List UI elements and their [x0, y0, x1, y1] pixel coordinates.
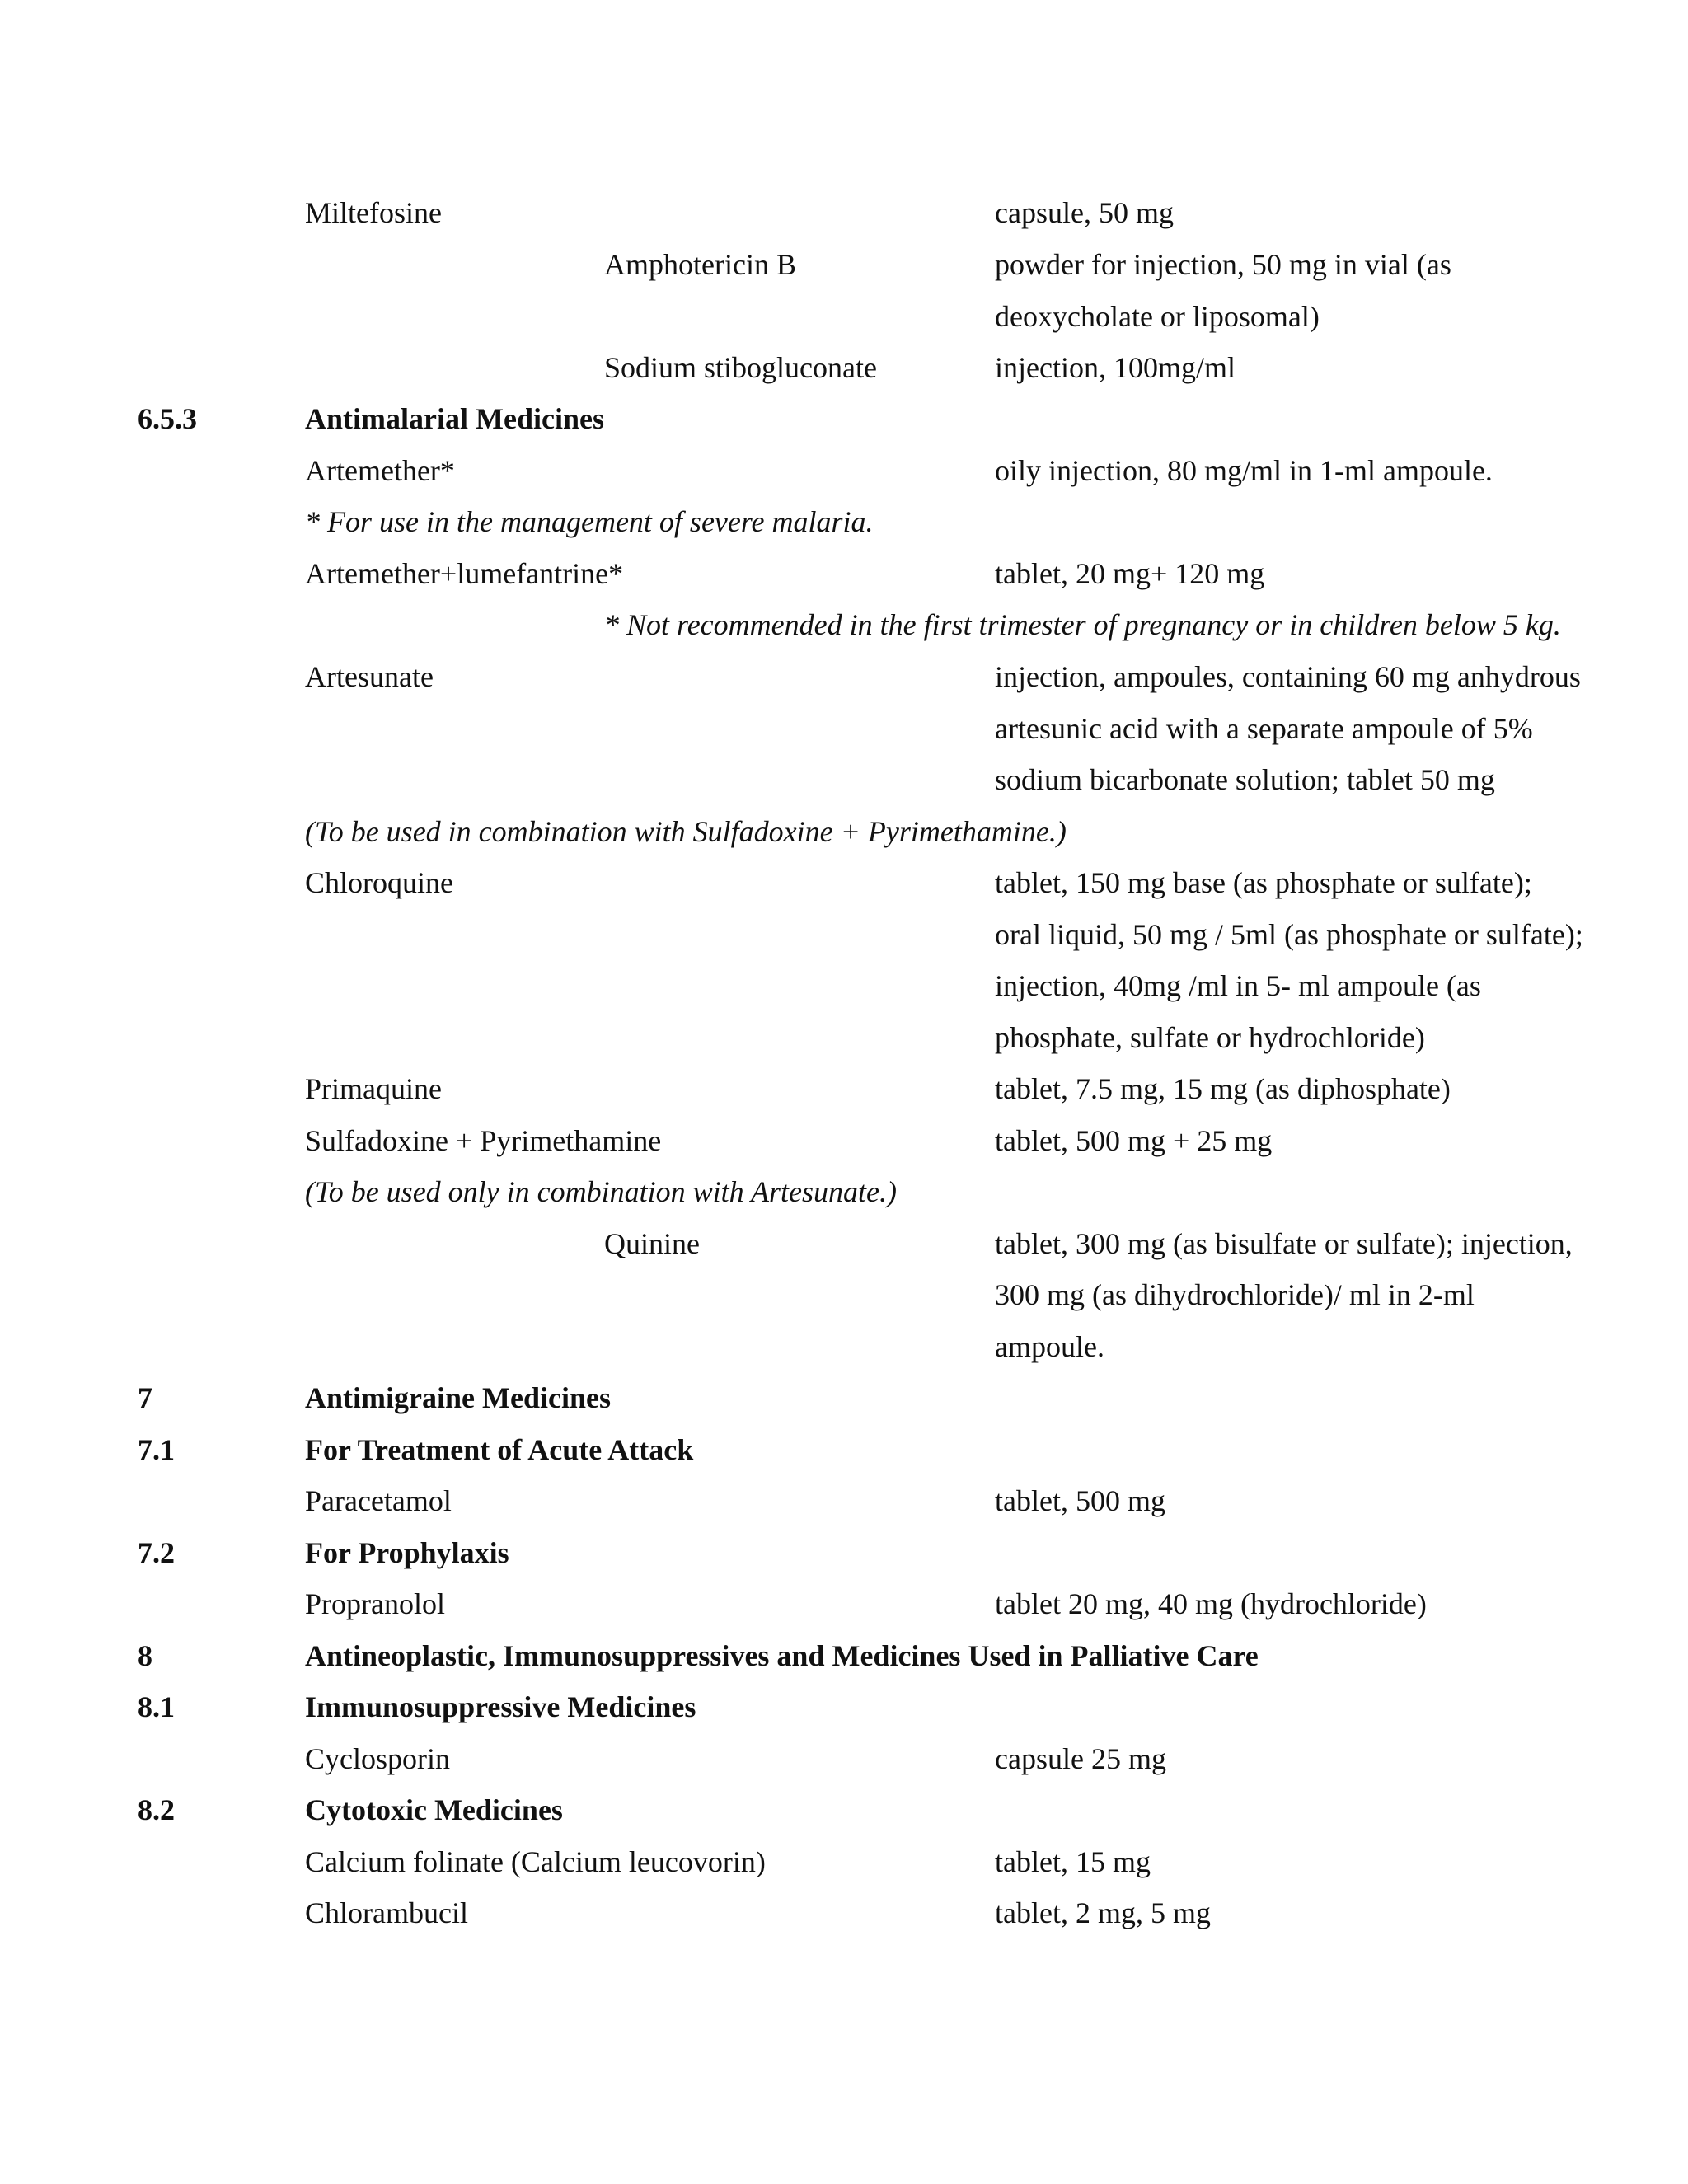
dosage-form: deoxycholate or liposomal): [995, 300, 1320, 333]
dosage-form: tablet, 500 mg + 25 mg: [995, 1124, 1273, 1157]
medicine-name: Primaquine: [305, 1072, 442, 1105]
section-number: 7: [138, 1381, 152, 1414]
section-title: Antimalarial Medicines: [305, 402, 604, 435]
dosage-form: tablet, 150 mg base (as phosphate or sulfate);: [995, 866, 1532, 899]
section-title: For Prophylaxis: [305, 1536, 509, 1569]
section-title: Antineoplastic, Immunosuppressives and Medicines Used in Palliative Care: [305, 1639, 1259, 1672]
section-number: 7.1: [138, 1433, 175, 1466]
medicine-name: Chloroquine: [305, 866, 453, 899]
medicine-name: Cyclosporin: [305, 1742, 450, 1775]
medicine-name: Sodium stibogluconate: [604, 351, 877, 384]
dosage-form: 300 mg (as dihydrochloride)/ ml in 2-ml: [995, 1278, 1475, 1311]
usage-note: * Not recommended in the first trimester of pregnancy or in children below 5 kg.: [604, 608, 1561, 641]
section-number: 8.2: [138, 1793, 175, 1826]
dosage-form: tablet, 7.5 mg, 15 mg (as diphosphate): [995, 1072, 1451, 1105]
section-number: 7.2: [138, 1536, 175, 1569]
section-number: 8.1: [138, 1690, 175, 1723]
dosage-form: injection, 40mg /ml in 5- ml ampoule (as: [995, 969, 1481, 1002]
dosage-form: tablet, 15 mg: [995, 1845, 1151, 1878]
medicine-name: Miltefosine: [305, 196, 442, 229]
medicine-name: Propranolol: [305, 1587, 445, 1620]
medicine-name: Sulfadoxine + Pyrimethamine: [305, 1124, 662, 1157]
medicine-name: Calcium folinate (Calcium leucovorin): [305, 1845, 766, 1878]
dosage-form: capsule 25 mg: [995, 1742, 1166, 1775]
usage-note: (To be used only in combination with Artesunate.): [305, 1175, 897, 1208]
medicine-name: Artemether*: [305, 454, 455, 487]
medicine-name: Artemether+lumefantrine*: [305, 557, 624, 590]
usage-note: * For use in the management of severe malaria.: [305, 505, 874, 538]
dosage-form: ampoule.: [995, 1330, 1104, 1363]
dosage-form: injection, 100mg/ml: [995, 351, 1236, 384]
section-title: Antimigraine Medicines: [305, 1381, 611, 1414]
dosage-form: tablet, 20 mg+ 120 mg: [995, 557, 1265, 590]
dosage-form: tablet 20 mg, 40 mg (hydrochloride): [995, 1587, 1427, 1620]
section-title: For Treatment of Acute Attack: [305, 1433, 694, 1466]
usage-note: (To be used in combination with Sulfadoxine + Pyrimethamine.): [305, 815, 1067, 848]
medicine-name: Artesunate: [305, 660, 434, 693]
section-number: 8: [138, 1639, 152, 1672]
dosage-form: artesunic acid with a separate ampoule of 5%: [995, 712, 1533, 745]
medicine-name: Paracetamol: [305, 1484, 452, 1517]
medicine-name: Quinine: [604, 1227, 700, 1260]
dosage-form: tablet, 300 mg (as bisulfate or sulfate); injection,: [995, 1227, 1573, 1260]
dosage-form: oily injection, 80 mg/ml in 1-ml ampoule.: [995, 454, 1493, 487]
dosage-form: sodium bicarbonate solution; tablet 50 mg: [995, 763, 1495, 796]
dosage-form: capsule, 50 mg: [995, 196, 1174, 229]
dosage-form: powder for injection, 50 mg in vial (as: [995, 248, 1451, 281]
medicine-name: Chlorambucil: [305, 1896, 468, 1929]
dosage-form: injection, ampoules, containing 60 mg anhydrous: [995, 660, 1581, 693]
dosage-form: tablet, 2 mg, 5 mg: [995, 1896, 1211, 1929]
section-title: Cytotoxic Medicines: [305, 1793, 563, 1826]
dosage-form: tablet, 500 mg: [995, 1484, 1165, 1517]
dosage-form: oral liquid, 50 mg / 5ml (as phosphate or sulfate);: [995, 918, 1583, 951]
section-title: Immunosuppressive Medicines: [305, 1690, 696, 1723]
medicine-name: Amphotericin B: [604, 248, 796, 281]
section-number: 6.5.3: [138, 402, 197, 435]
dosage-form: phosphate, sulfate or hydrochloride): [995, 1021, 1425, 1054]
